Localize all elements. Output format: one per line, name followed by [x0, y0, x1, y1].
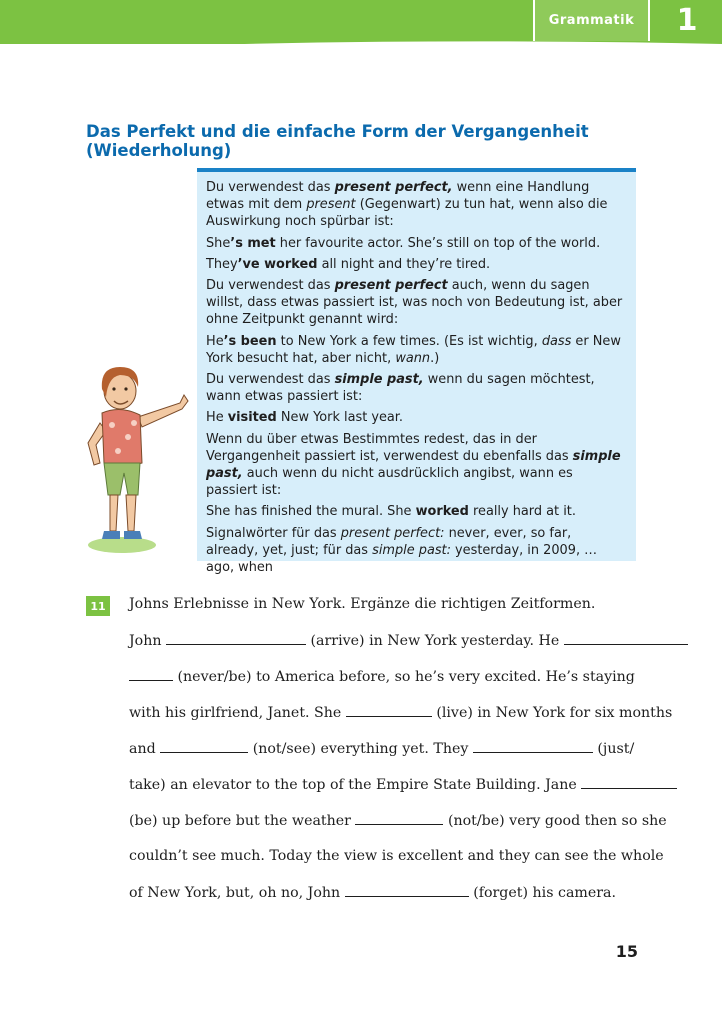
- exercise-line: (be) up before but the weather (not/be) very good then so she: [129, 813, 667, 829]
- exercise-line: (never/be) to America before, so he’s very excited. He’s staying: [129, 668, 649, 704]
- rule-present-perfect-2: Du verwendest das present perfect auch, wenn du sagen willst, dass etwas passiert ist, was noch von Bedeutung ist, aber ohne Zeitpunkt genannt wird:: [206, 278, 623, 328]
- answer-gap[interactable]: [346, 704, 432, 717]
- section-tab: Grammatik: [533, 0, 648, 41]
- chapter-number: 1: [648, 0, 722, 41]
- answer-gap[interactable]: [129, 668, 173, 681]
- answer-gap[interactable]: [160, 740, 248, 753]
- answer-gap[interactable]: [473, 740, 593, 753]
- girl-illustration: [80, 345, 192, 560]
- grammar-info-box: [197, 168, 636, 576]
- exercise-line: with his girlfriend, Janet. She (live) in New York for six months: [129, 705, 673, 721]
- answer-gap[interactable]: [345, 884, 469, 897]
- signal-words: Signalwörter für das present perfect: never, ever, so far, already, yet, just; für das simple past: yesterday, in 2009, … ago, when: [206, 525, 598, 576]
- exercise-line: and (not/see) everything yet. They (just/: [129, 741, 635, 757]
- exercise-line: of New York, but, oh no, John (forget) his camera.: [129, 885, 617, 901]
- answer-gap[interactable]: [564, 632, 688, 645]
- exercise-instruction: Johns Erlebnisse in New York. Ergänze die richtigen Zeitformen.: [129, 596, 596, 612]
- exercise-line: take) an elevator to the top of the Empire State Building. Jane: [129, 776, 649, 812]
- example-5: She has finished the mural. She worked really hard at it.: [206, 504, 576, 520]
- example-1: She’s met her favourite actor. She’s still on top of the world.: [206, 235, 601, 251]
- example-4: He visited New York last year.: [206, 410, 404, 426]
- example-3: He’s been to New York a few times. (Es ist wichtig, dass er New York besucht hat, aber nicht, wann.): [206, 333, 621, 366]
- rule-simple-past-1: Du verwendest das simple past, wenn du sagen möchtest, wann etwas passiert ist:: [206, 372, 595, 405]
- answer-gap[interactable]: [581, 776, 677, 789]
- exercise-line: couldn’t see much. Today the view is excellent and they can see the whole: [129, 848, 664, 864]
- answer-gap[interactable]: [166, 632, 306, 645]
- rule-simple-past-2: Wenn du über etwas Bestimmtes redest, das in der Vergangenheit passiert ist, verwendest du ebenfalls das simple past, auch wenn du nicht ausdrücklich angibst, wann es passiert ist:: [206, 431, 621, 499]
- page-title: Das Perfekt und die einfache Form der Vergangenheit (Wiederholung): [86, 122, 589, 160]
- example-2: They’ve worked all night and they’re tired.: [206, 256, 491, 272]
- answer-gap[interactable]: [355, 812, 443, 825]
- page-number: 15: [615, 942, 638, 961]
- rule-present-perfect-1: Du verwendest das present perfect, wenn eine Handlung etwas mit dem present (Gegenwart) zu tun hat, wenn also die Auswirkung noch spürbar ist:: [206, 180, 608, 230]
- exercise-11: [129, 596, 673, 920]
- exercise-line: John (arrive) in New York yesterday. He: [129, 632, 649, 668]
- exercise-number-badge: 11: [86, 596, 110, 616]
